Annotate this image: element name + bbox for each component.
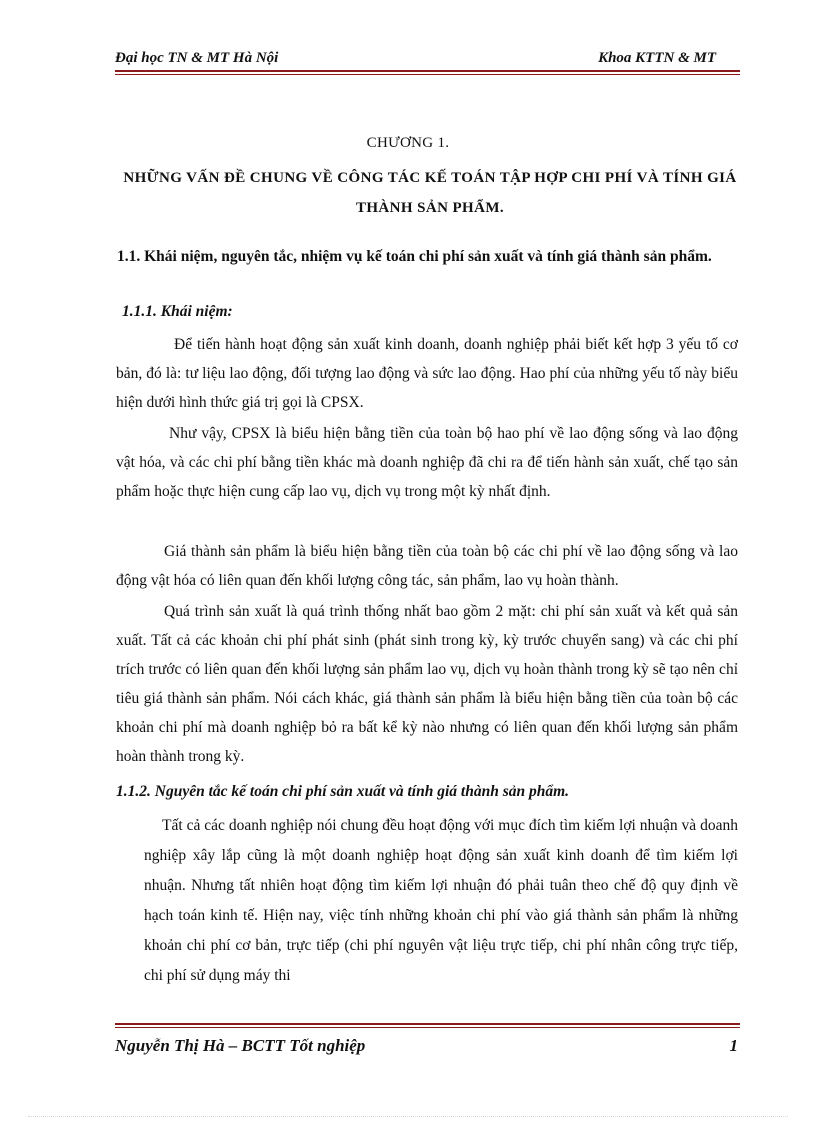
chapter-number: CHƯƠNG 1.: [366, 135, 450, 151]
header-faculty: Khoa KTTN & MT: [598, 50, 716, 66]
section-heading-1-1-2: 1.1.2. Nguyên tắc kế toán chi phí sản xuất và tính giá thành sản phẩm.: [116, 783, 570, 800]
footer-rule: [115, 1023, 740, 1028]
page-edge: [28, 1116, 788, 1117]
paragraph-definition-1: Để tiến hành hoạt động sản xuất kinh doanh, doanh nghiệp phải biết kết hợp 3 yếu tố cơ bản, đó là: tư liệu lao động, đối tượng lao động và sức lao động. Hao phí của những yếu tố này biểu hiện dưới hình thức giá trị gọi là CPSX.: [116, 336, 738, 411]
paragraph-definition-3: Giá thành sản phẩm là biểu hiện bằng tiền của toàn bộ các chi phí về lao động sống và lao động vật hóa có liên quan đến khối lượng công tác, sản phẩm, lao vụ hoàn thành.: [116, 543, 738, 589]
paragraph-principles: Tất cả các doanh nghiệp nói chung đều hoạt động với mục đích tìm kiếm lợi nhuận và doanh nghiệp xây lắp cũng là một doanh nghiệp hoạt động sản xuất kinh doanh để tìm kiếm lợi nhuận. Nhưng tất nhiên hoạt động tìm kiếm lợi nhuận đó phải tuân theo chế độ quy định về hạch toán kinh tế. Hiện nay, việc tính những khoản chi phí vào giá thành sản phẩm là những khoản chi phí cơ bản, trực tiếp (chi phí nguyên vật liệu trực tiếp, chi phí nhân công trực tiếp, chi phí sử dụng máy thi: [144, 817, 738, 984]
header-university: Đại học TN & MT Hà Nội: [115, 50, 279, 66]
section-heading-1-1: 1.1. Khái niệm, nguyên tắc, nhiệm vụ kế toán chi phí sản xuất và tính giá thành sản phẩm.: [117, 248, 712, 265]
chapter-title: NHỮNG VẤN ĐỀ CHUNG VỀ CÔNG TÁC KẾ TOÁN TẬP HỢP CHI PHÍ VÀ TÍNH GIÁ THÀNH SẢN PHẨM.: [123, 170, 737, 216]
header-rule: [115, 70, 740, 75]
paragraph-definition-4: Quá trình sản xuất là quá trình thống nhất bao gồm 2 mặt: chi phí sản xuất và kết quả sản xuất. Tất cả các khoản chi phí phát sinh (phát sinh trong kỳ, kỳ trước chuyển sang) và các chi phí trích trước có liên quan đến khối lượng sản phẩm lao vụ, dịch vụ hoàn thành trong kỳ sẽ tạo nên chỉ tiêu giá thành sản phẩm. Nói cách khác, giá thành sản phẩm là biểu hiện bằng tiền của toàn bộ các khoản chi phí mà doanh nghiệp bỏ ra bất kể kỳ nào nhưng có liên quan đến khối lượng sản phẩm hoàn thành trong kỳ.: [116, 603, 738, 765]
footer-author: Nguyễn Thị Hà – BCTT Tốt nghiệp: [115, 1036, 366, 1055]
paragraph-definition-2: Như vậy, CPSX là biểu hiện bằng tiền của toàn bộ hao phí về lao động sống và lao động vật hóa, và các chi phí bằng tiền khác mà doanh nghiệp đã chi ra để tiến hành sản xuất, chế tạo sản phẩm hoặc thực hiện cung cấp lao vụ, dịch vụ trong một kỳ nhất định.: [116, 425, 738, 500]
page-header: [115, 50, 738, 68]
page-number: 1: [729, 1036, 738, 1055]
section-heading-1-1-1: 1.1.1. Khái niệm:: [122, 303, 233, 320]
